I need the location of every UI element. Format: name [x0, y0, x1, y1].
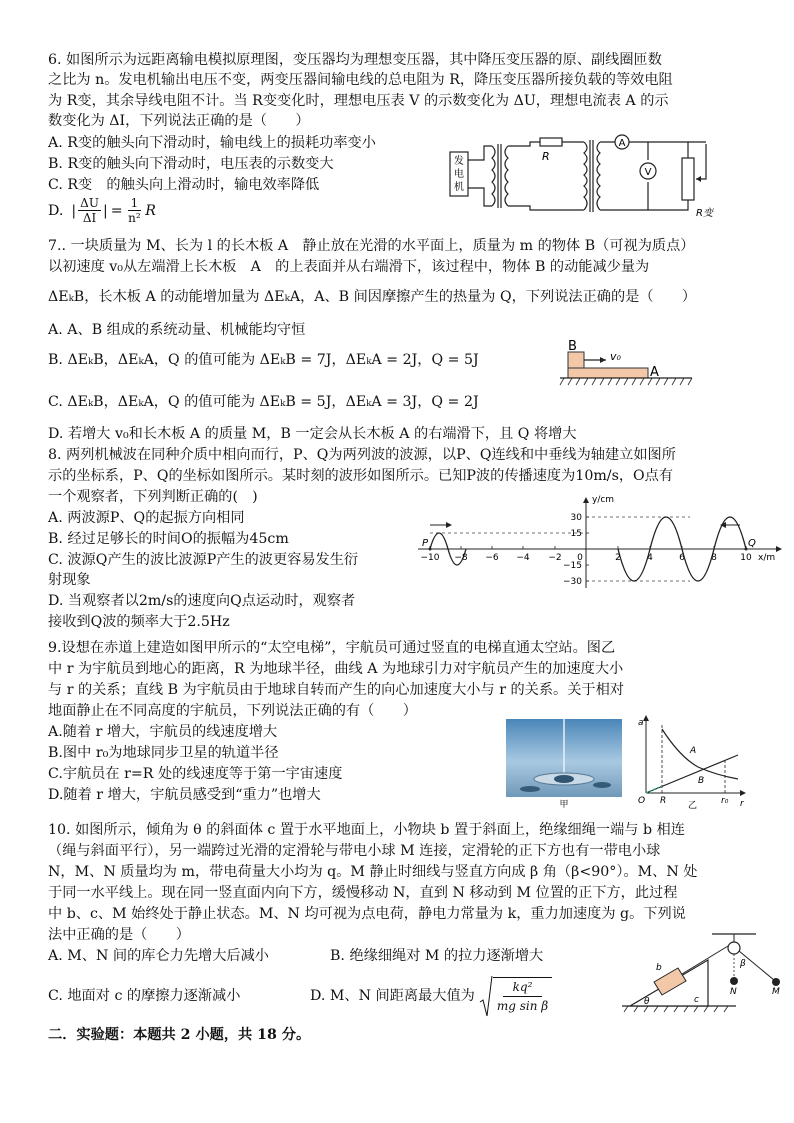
y-tick-label: −15	[563, 561, 582, 571]
q9-option-b: B.图中 r₀为地球同步卫星的轨道半径	[48, 745, 279, 761]
q10-line: N，M、N 质量均为 m，带电荷量大小均为 q。M 静止时细线与竖直方向成 β 角（β<90°）。M、N 处	[48, 864, 698, 880]
q6-option-d-suffix: R	[145, 202, 156, 219]
block-board-diagram	[556, 338, 696, 392]
q10-option-d-prefix: D. M、N 间距离最大值为	[310, 988, 475, 1004]
ammeter-label: A	[618, 138, 626, 149]
q8-line: 8. 两列机械波在同种介质中相向而行，P、Q为两列波的波源，以P、Q连线和中垂线为轴建立如图所	[48, 447, 676, 463]
x-tick-label: −4	[516, 553, 530, 563]
q8-option-b: B. 经过足够长的时间O的振幅为45cm	[48, 531, 289, 547]
q6-option-a: A. R变的触头向下滑动时，输电线上的损耗功率变小	[48, 135, 376, 151]
q6-option-d-frac-num: 1	[128, 196, 142, 211]
theta-label: θ	[644, 997, 650, 1007]
q8-option-c: C. 波源Q产生的波比波源P产生的波更容易发生衍	[48, 552, 359, 568]
q10-option-c: C. 地面对 c 的摩擦力逐渐减小	[48, 988, 241, 1004]
transmission-circuit-diagram	[444, 130, 714, 230]
p-direction-arrow-icon	[446, 522, 452, 528]
q6-option-d-frac-den: n²	[128, 211, 141, 225]
block-b-label: b	[656, 963, 662, 973]
q8-option-a: A. 两波源P、Q的起振方向相同	[48, 510, 245, 526]
y-axis-label: y/cm	[592, 495, 615, 505]
q8-option-d: D. 当观察者以2m/s的速度向Q点运动时，观察者	[48, 593, 356, 609]
figure-jia-label: 甲	[559, 800, 569, 809]
earth-radius-label: R	[660, 796, 667, 806]
q7-option-d: D. 若增大 v₀和长木板 A 的质量 M，B 一定会从长木板 A 的右端滑下，且 Q 将增大	[48, 426, 577, 442]
line-resistor-label: R	[542, 150, 550, 163]
beta-label: β	[740, 959, 746, 969]
x-tick-label: 0	[577, 553, 583, 563]
q6-line: 数变化为 ΔI，下列说法正确的是（ ）	[48, 113, 310, 129]
q9-option-d: D.随着 r 增大，宇航员感受到“重力”也增大	[48, 787, 321, 803]
velocity-arrow-icon	[600, 357, 606, 363]
q10-line: 10. 如图所示，倾角为 θ 的斜面体 c 置于水平地面上，小物块 b 置于斜面上，绝缘细绳一端与 b 相连	[48, 822, 685, 838]
source-q-label: Q	[748, 538, 756, 549]
q8-line: 一个观察者，下列判断正确的( )	[48, 489, 258, 505]
q8-option-c-cont: 射现象	[48, 572, 91, 588]
x-tick-label: −8	[454, 553, 468, 563]
q10-line: 法中正确的是（ ）	[48, 927, 190, 943]
q6-option-d-equals: =	[110, 202, 123, 219]
q9-line: 9.设想在赤道上建造如图甲所示的“太空电梯”，宇航员可通过竖直的电梯直通太空站。图乙	[48, 640, 616, 656]
q10-option-a: A. M、N 间的库仑力先增大后减小	[48, 948, 269, 964]
q6-line: 为 R变，其余导线电阻不计。当 R变变化时，理想电压表 V 的示数变化为 ΔU，理想电流表 A 的示	[48, 93, 669, 109]
q6-line: 之比为 n。发电机输出电压不变，两变压器间输电线的总电阻为 R，降压变压器所接负载的等效电阻	[48, 72, 673, 88]
incline-pulley-diagram	[616, 930, 792, 1016]
line-b-label: B	[698, 776, 705, 786]
q10-option-d-numerator: kq²	[503, 978, 543, 997]
q10-line: 中 b、c、M 始终处于静止状态。M、N 均可视为点电荷，静电力常量为 k，重力加速度为 g。下列说	[48, 906, 686, 922]
curve-a	[662, 729, 738, 779]
q9-line: 中 r 为宇航员到地心的距离，R 为地球半径，曲线 A 为地球引力对宇航员产生的加速度大小	[48, 661, 624, 677]
line-resistor	[540, 138, 562, 146]
load-resistor	[682, 158, 694, 200]
velocity-label: v₀	[610, 350, 621, 363]
r0-label: r₀	[721, 796, 729, 806]
q7-line: ΔEₖB，长木板 A 的动能增加量为 ΔEₖA，A、B 间因摩擦产生的热量为 Q，下列说法正确的是（ ）	[48, 289, 697, 305]
figure-yi-label: 乙	[688, 801, 698, 809]
q10-option-d-denominator: mg sin β	[496, 999, 549, 1013]
q7-option-b: B. ΔEₖB，ΔEₖA，Q 的值可能为 ΔEₖB = 7J，ΔEₖA = 2J，Q = 5J	[48, 352, 479, 368]
q8-option-d-cont: 接收到Q波的频率大于2.5Hz	[48, 614, 230, 630]
x-tick-label: 6	[679, 553, 685, 563]
line-b	[646, 755, 738, 793]
load-resistor-label: R变	[696, 208, 713, 219]
x-tick-label: 10	[740, 553, 752, 563]
q6-line: 6. 如图所示为远距离输电模拟原理图，变压器均为理想变压器，其中降压变压器的原、副线圈匝数	[48, 52, 662, 68]
q10-option-d	[310, 974, 552, 1018]
ball-m	[772, 978, 780, 986]
block-b	[568, 352, 584, 368]
ball-n	[730, 977, 738, 985]
pulley-icon	[728, 942, 740, 954]
ball-m-label: M	[772, 987, 780, 997]
section-2-heading: 二．实验题：本题共 2 小题，共 18 分。	[48, 1027, 311, 1043]
y-tick-label: −30	[563, 577, 582, 587]
q8-line: 示的坐标系，P、Q的坐标如图所示。某时刻的波形如图所示。已知P波的传播速度为10m/s，O点有	[48, 468, 674, 484]
incline-c-label: c	[694, 995, 699, 1005]
y-tick-label: 15	[570, 529, 582, 539]
sqrt-sign-icon	[479, 974, 493, 1018]
voltmeter-label: V	[644, 167, 652, 178]
q6-option-c: C. R变 的触头向上滑动时，输电效率降低	[48, 177, 320, 193]
generator-label-2: 电	[454, 169, 464, 180]
x-tick-label: −6	[485, 553, 499, 563]
q6-option-d-numerator: ΔU	[80, 196, 99, 210]
x-tick-label: −10	[420, 553, 440, 563]
space-elevator-image	[506, 719, 622, 809]
q10-line: 于同一水平线上。现在同一竖直面内向下方，缓慢移动 N，直到 N 移动到 M 位置的正下方，此过程	[48, 885, 678, 901]
q9-line: 地面静止在不同高度的宇航员，下列说法正确的有（ ）	[48, 703, 417, 719]
curve-a-label: A	[690, 746, 697, 756]
x-tick-label: 8	[711, 553, 717, 563]
x-tick-label: −2	[548, 553, 562, 563]
a-axis-label: a	[638, 718, 644, 728]
board-a-label: A	[650, 365, 659, 380]
r-axis-label: r	[740, 799, 744, 809]
x-axis-label: x/m	[758, 553, 776, 563]
q10-line: （绳与斜面平行），另一端跨过光滑的定滑轮与带电小球 M 连接，定滑轮的正下方也有一带电小球	[48, 843, 661, 859]
origin-label: O	[638, 796, 646, 806]
generator-label-1: 发	[454, 156, 464, 167]
q7-option-a: A. A、B 组成的系统动量、机械能均守恒	[48, 322, 306, 338]
acceleration-radius-graph	[632, 713, 750, 809]
q9-option-a: A.随着 r 增大，宇航员的线速度增大	[48, 724, 278, 740]
board-a	[568, 368, 648, 378]
wave-diagram	[410, 492, 790, 592]
x-tick-label: 4	[647, 553, 653, 563]
q7-option-c: C. ΔEₖB，ΔEₖA，Q 的值可能为 ΔEₖB = 5J，ΔEₖA = 3J，Q = 2J	[48, 394, 479, 410]
q6-option-d: D. | $\frac{\Delta U}{\Delta I}$ | = $\frac{1}{\text{n²}}$ R	[48, 196, 156, 225]
x-tick-label: 2	[615, 553, 621, 563]
y-tick-label: 30	[570, 513, 582, 523]
q9-option-c: C.宇航员在 r=R 处的线速度等于第一宇宙速度	[48, 766, 343, 782]
source-p-label: P	[422, 538, 429, 549]
q7-line: 7.. 一块质量为 M、长为 l 的长木板 A 静止放在光滑的水平面上，质量为 m 的物体 B（可视为质点）	[48, 238, 695, 254]
q6-option-d-denominator: ΔI	[82, 211, 97, 225]
q9-line: 与 r 的关系；直线 B 为宇航员由于地球自转而产生的向心加速度大小与 r 的关系。关于相对	[48, 682, 624, 698]
block-b-label: B	[568, 339, 577, 354]
generator-label-3: 机	[454, 182, 464, 193]
q7-line: 以初速度 v₀从左端滑上长木板 A 的上表面并从右端滑下，该过程中，物体 B 的动能减少量为	[48, 259, 650, 275]
ball-n-label: N	[730, 987, 737, 997]
q10-option-b: B. 绝缘细绳对 M 的拉力逐渐增大	[330, 948, 544, 964]
q6-option-b: B. R变的触头向下滑动时，电压表的示数变大	[48, 156, 334, 172]
q6-option-d-prefix: D.	[48, 202, 64, 219]
